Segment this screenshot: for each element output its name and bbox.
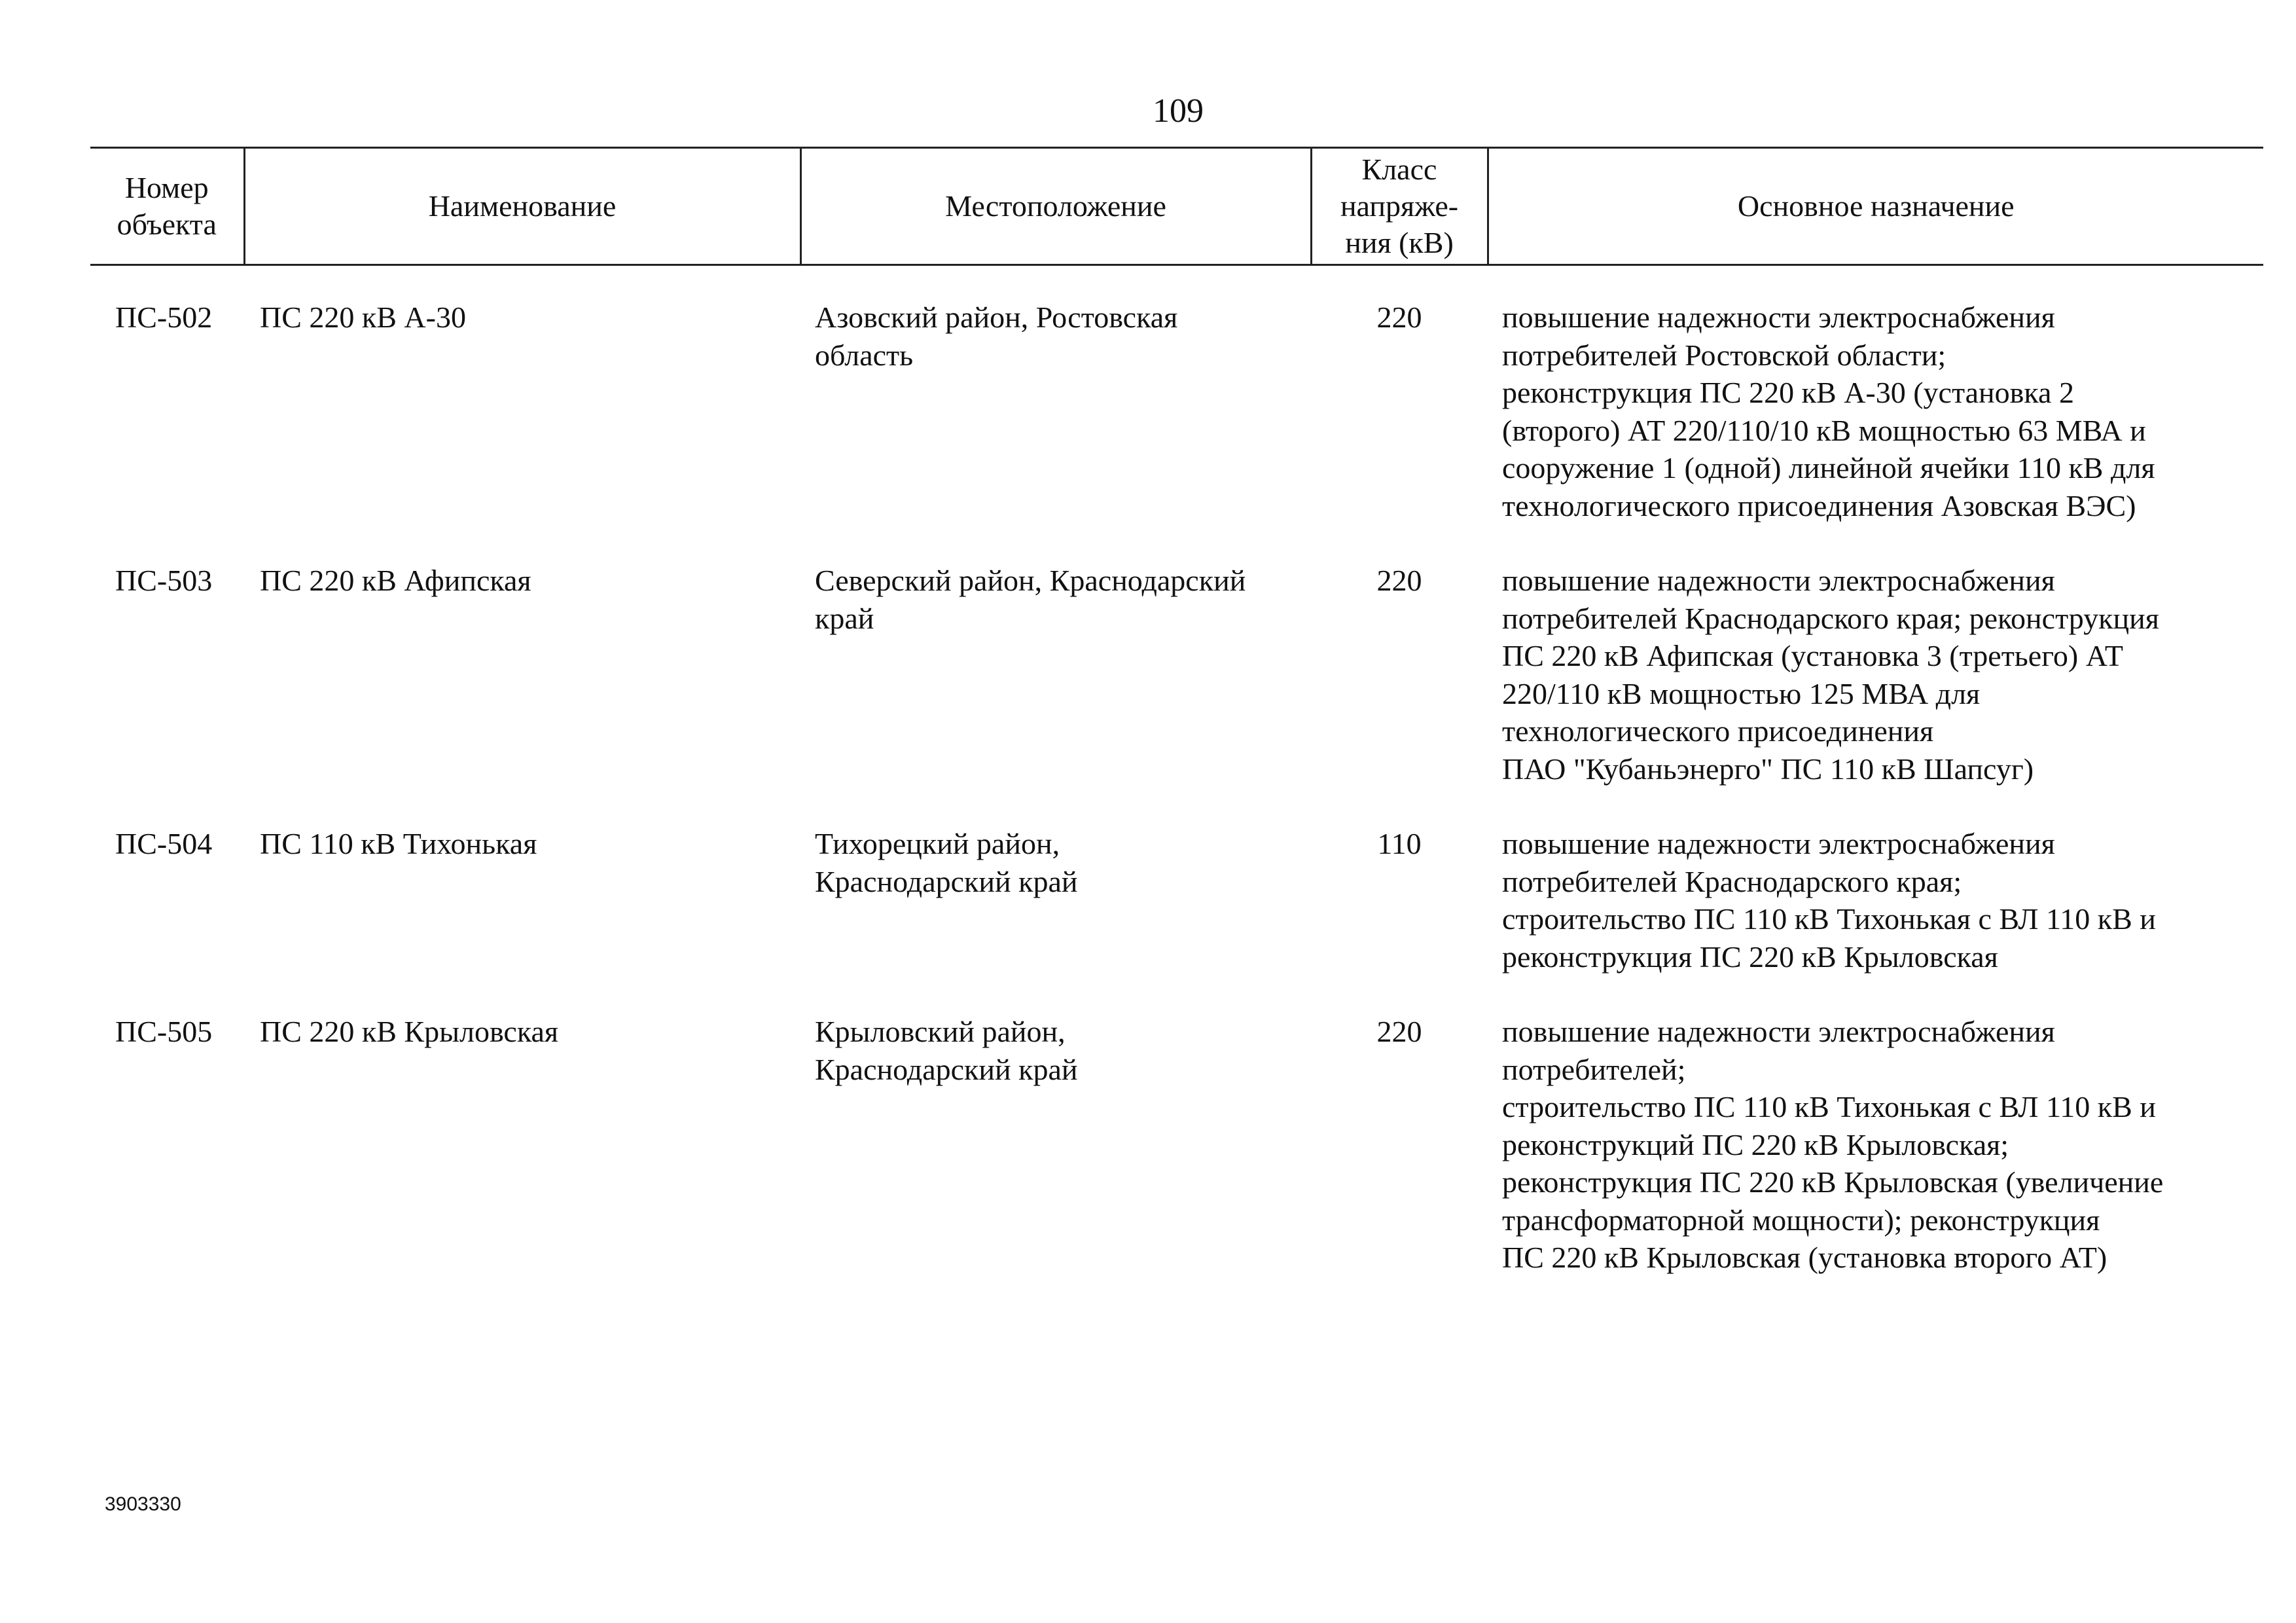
table-header-row [90, 148, 2263, 265]
cell-number: ПС-502 [115, 301, 213, 334]
objects-table [90, 147, 2263, 1314]
table-row [90, 299, 2263, 562]
cell-purpose: повышение надежности электроснабжения потребителей; строительство ПС 110 кВ Тихонькая с ВЛ 110 кВ и реконструкций ПС 220 кВ Крыловская; реконструкция ПС 220 кВ Крыловская (увеличение трансформаторной мощности); реконструкция ПС 220 кВ Крыловская (установка второго АТ) [1502, 1015, 2164, 1274]
cell-purpose: повышение надежности электроснабжения потребителей Ростовской области; реконструкция ПС 220 кВ А-30 (установка 2 (второго) АТ 220/110/10 кВ мощностью 63 МВА и сооружение 1 (одной) линейной ячейки 110 кВ для технологического присоединения Азовская ВЭС) [1502, 301, 2155, 522]
cell-number: ПС-505 [115, 1015, 213, 1048]
cell-location: Азовский район, Ростовская область [815, 301, 1178, 372]
cell-location: Северский район, Краснодарский край [815, 564, 1246, 635]
cell-voltage: 220 [1376, 1015, 1422, 1048]
table-row [90, 825, 2263, 1013]
cell-voltage: 220 [1376, 301, 1422, 334]
document-code: 3903330 [105, 1493, 181, 1515]
cell-name: ПС 220 кВ Афипская [260, 564, 531, 597]
table-row [90, 1013, 2263, 1314]
header-voltage: Класс напряже- ния (кВ) [1311, 148, 1488, 265]
header-location: Местоположение [800, 148, 1311, 265]
cell-name: ПС 110 кВ Тихонькая [260, 827, 537, 860]
cell-voltage: 110 [1377, 827, 1422, 860]
cell-location: Тихорецкий район, Краснодарский край [815, 827, 1078, 898]
page-number: 109 [1153, 92, 1204, 130]
cell-location: Крыловский район, Краснодарский край [815, 1015, 1078, 1086]
table-row [90, 562, 2263, 825]
cell-name: ПС 220 кВ Крыловская [260, 1015, 559, 1048]
cell-number: ПС-504 [115, 827, 213, 860]
header-name: Наименование [244, 148, 800, 265]
cell-voltage: 220 [1376, 564, 1422, 597]
header-spacer [90, 265, 2263, 299]
objects-table-container [90, 147, 2263, 1314]
header-number: Номер объекта [90, 148, 244, 265]
header-purpose: Основное назначение [1488, 148, 2263, 265]
cell-number: ПС-503 [115, 564, 213, 597]
cell-name: ПС 220 кВ А-30 [260, 301, 466, 334]
cell-purpose: повышение надежности электроснабжения потребителей Краснодарского края; строительство ПС 110 кВ Тихонькая с ВЛ 110 кВ и реконструкция ПС 220 кВ Крыловская [1502, 827, 2156, 974]
cell-purpose: повышение надежности электроснабжения потребителей Краснодарского края; реконструкция ПС 220 кВ Афипская (установка 3 (третьего) АТ 220/110 кВ мощностью 125 МВА для технологического присоединения ПАО "Кубаньэнерго" ПС 110 кВ Шапсуг) [1502, 564, 2159, 786]
